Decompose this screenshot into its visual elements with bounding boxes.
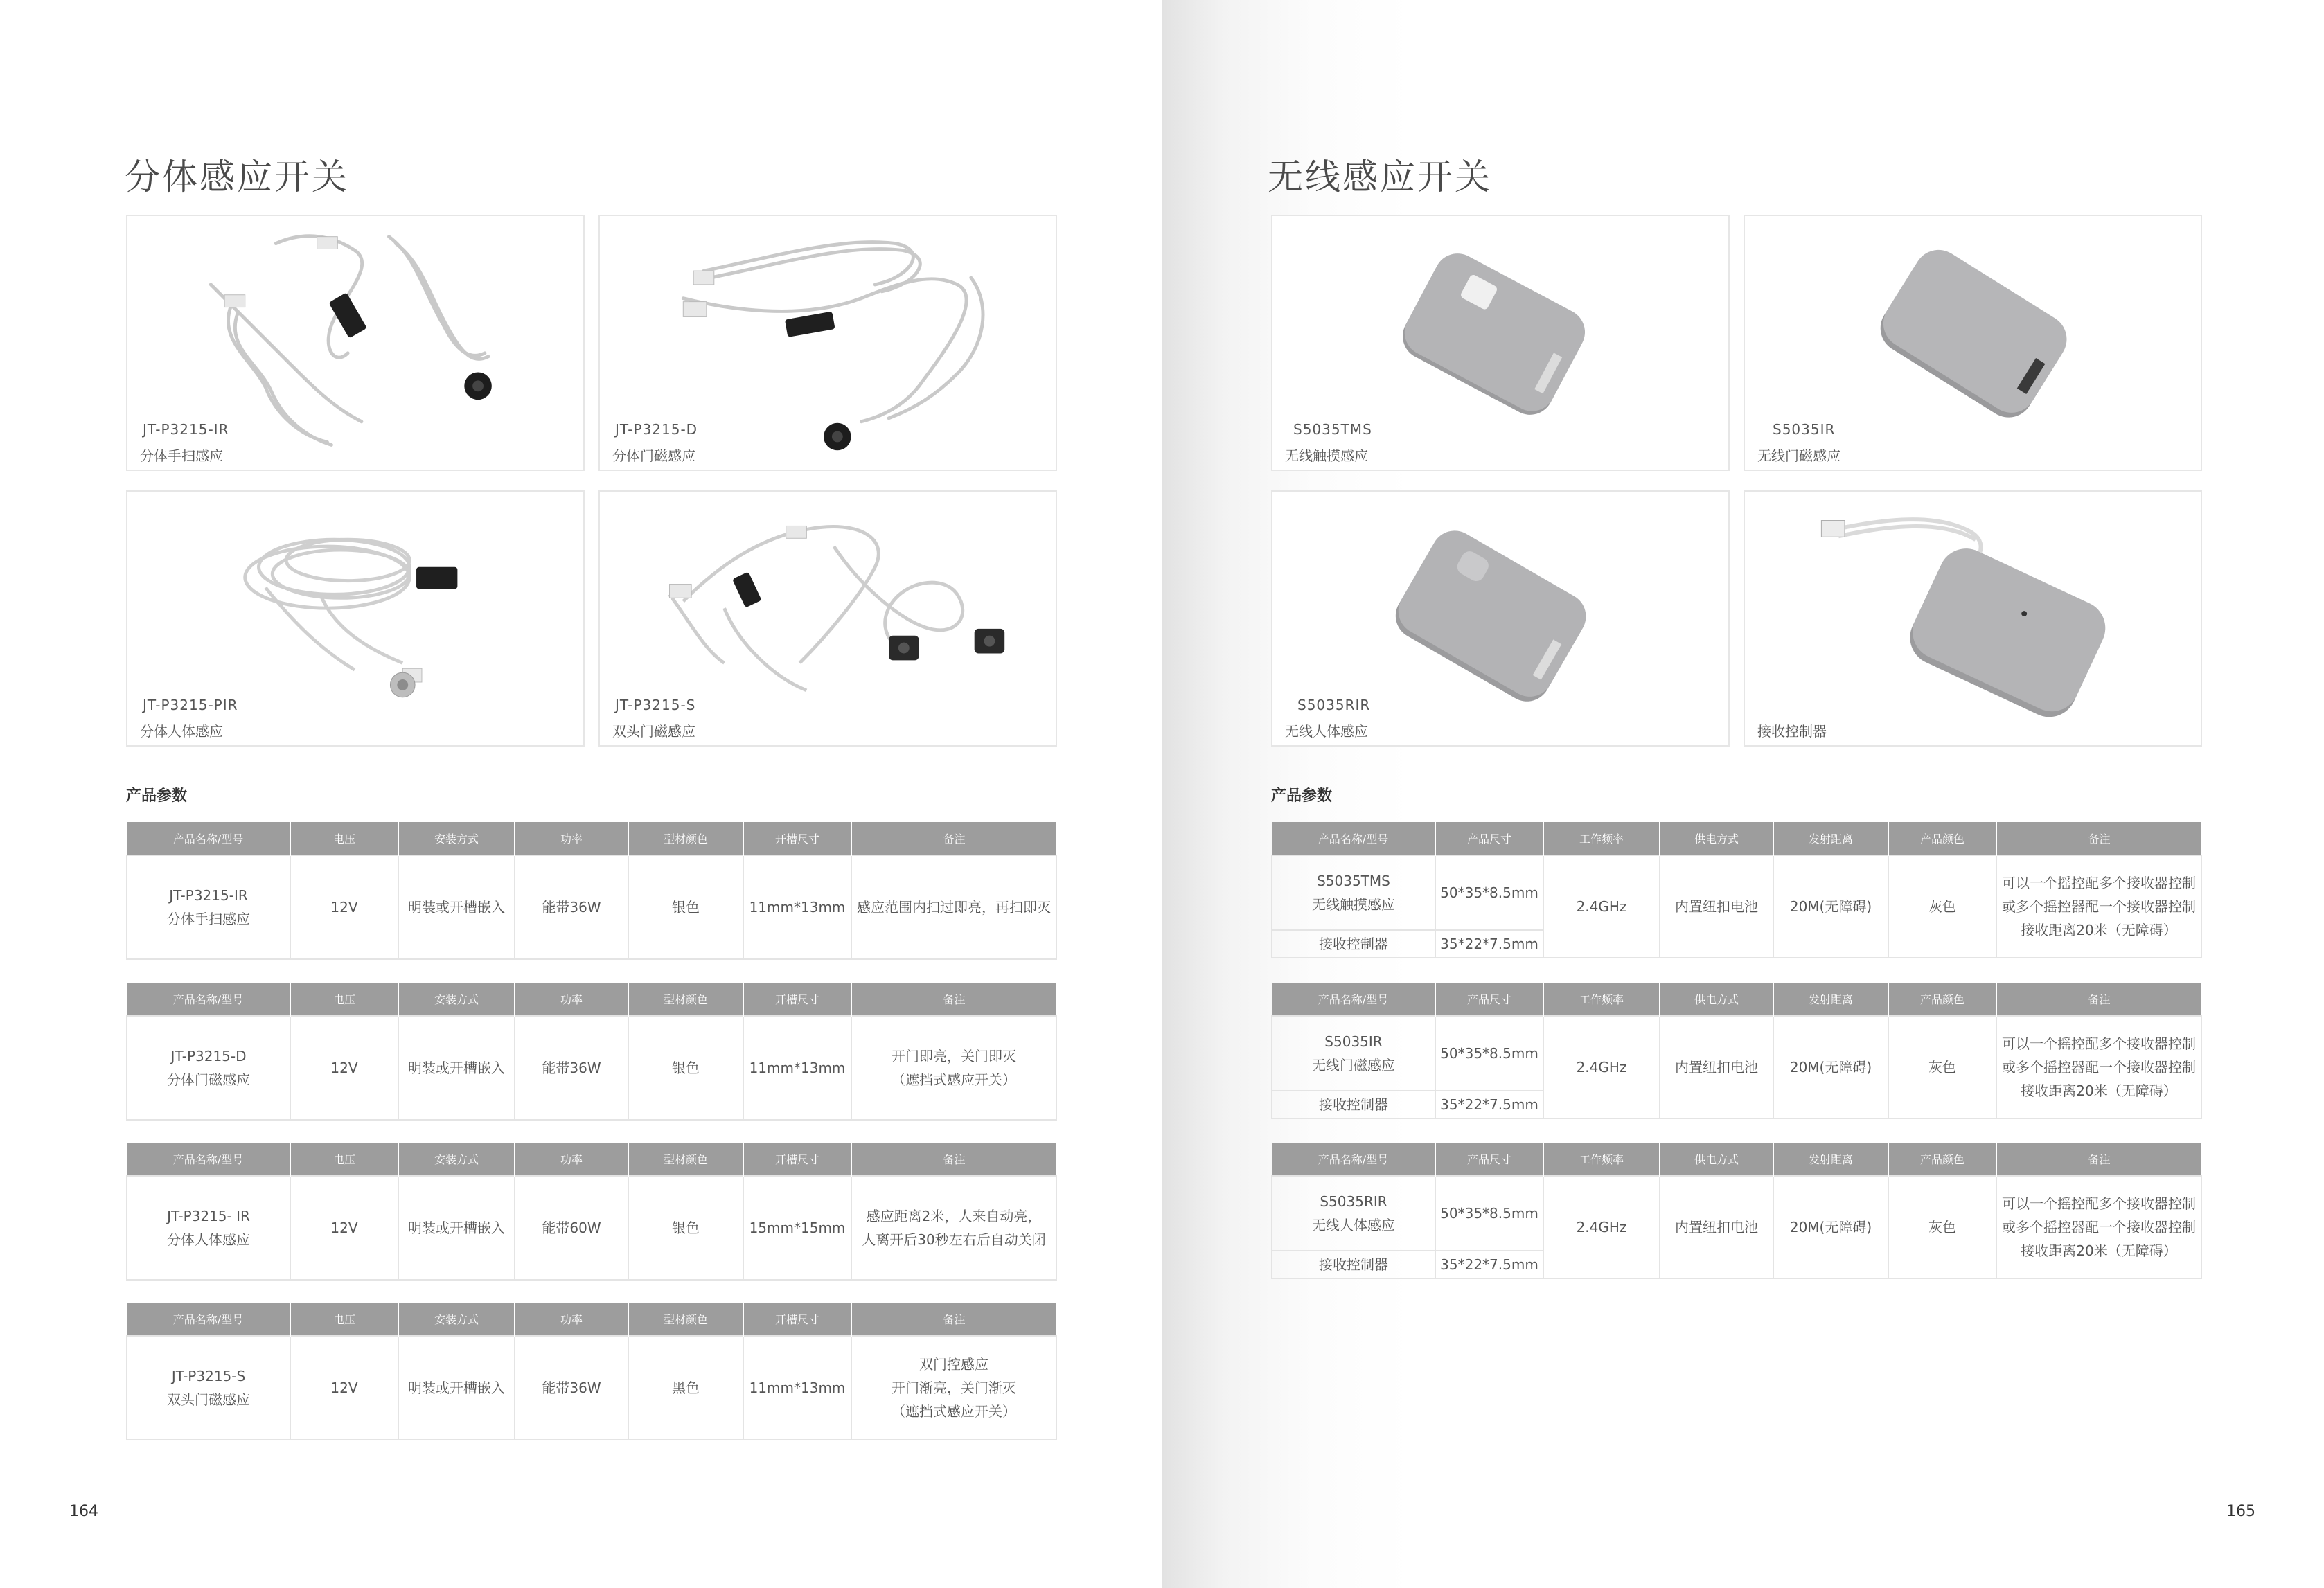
col-header: 备注 xyxy=(851,1143,1056,1176)
install-cell: 明装或开槽嵌入 xyxy=(398,855,515,959)
spec-table xyxy=(126,1303,1057,1440)
col-header: 备注 xyxy=(1996,983,2201,1016)
col-header: 产品颜色 xyxy=(1888,822,1996,855)
col-header: 产品名称/型号 xyxy=(127,1143,290,1176)
note-cell: 可以一个摇控配多个接收器控制 或多个摇控器配一个接收器控制 接收距离20米（无障碍） xyxy=(1996,1016,2201,1118)
receiver-cell: 接收控制器 xyxy=(1272,1091,1435,1118)
col-header: 产品名称/型号 xyxy=(127,983,290,1016)
power-cell: 能带36W xyxy=(515,1336,628,1440)
spec-table xyxy=(1271,1143,2202,1279)
col-header: 产品尺寸 xyxy=(1435,1143,1543,1176)
receiver-size-cell: 35*22*7.5mm xyxy=(1435,930,1543,958)
spec-table xyxy=(126,822,1057,960)
product-model: S5035TMS xyxy=(1293,421,1372,438)
product-card xyxy=(126,490,585,747)
product-model: JT-P3215-IR xyxy=(143,421,229,438)
note-cell: 感应距离2米，人来自动亮， 人离开后30秒左右后自动关闭 xyxy=(851,1176,1056,1280)
col-header: 安装方式 xyxy=(398,1303,515,1336)
table-row xyxy=(1272,855,2201,930)
receiver-cell: 接收控制器 xyxy=(1272,1251,1435,1278)
product-card xyxy=(1271,215,1730,471)
page-number: 164 xyxy=(69,1503,98,1520)
model-cell: JT-P3215-D 分体门磁感应 xyxy=(127,1016,290,1120)
spec-table xyxy=(1271,983,2202,1119)
model-cell: S5035TMS 无线触摸感应 xyxy=(1272,855,1435,930)
table-row xyxy=(127,1176,1056,1280)
section-title: 无线感应开关 xyxy=(1268,157,1493,198)
col-header: 安装方式 xyxy=(398,1143,515,1176)
col-header: 备注 xyxy=(851,822,1056,855)
power-cell: 内置纽扣电池 xyxy=(1660,1016,1773,1118)
col-header: 备注 xyxy=(851,1303,1056,1336)
table-row xyxy=(127,855,1056,959)
product-card xyxy=(126,215,585,471)
col-header: 开槽尺寸 xyxy=(743,1303,851,1336)
col-header: 产品名称/型号 xyxy=(1272,822,1435,855)
params-label: 产品参数 xyxy=(1271,787,1333,805)
product-card xyxy=(598,215,1057,471)
col-header: 产品颜色 xyxy=(1888,983,1996,1016)
table-header xyxy=(127,1143,1056,1176)
table-row xyxy=(127,1336,1056,1440)
note-cell: 可以一个摇控配多个接收器控制 或多个摇控器配一个接收器控制 接收距离20米（无障碍） xyxy=(1996,1176,2201,1278)
note-cell: 可以一个摇控配多个接收器控制 或多个摇控器配一个接收器控制 接收距离20米（无障碍） xyxy=(1996,855,2201,958)
size-cell: 50*35*8.5mm xyxy=(1435,855,1543,930)
model-cell: S5035RIR 无线人体感应 xyxy=(1272,1176,1435,1251)
power-cell: 能带36W xyxy=(515,1016,628,1120)
product-name: 分体人体感应 xyxy=(140,723,223,740)
product-model: JT-P3215-PIR xyxy=(143,697,238,713)
power-cell: 内置纽扣电池 xyxy=(1660,1176,1773,1278)
slot-cell: 15mm*15mm xyxy=(743,1176,851,1280)
receiver-size-cell: 35*22*7.5mm xyxy=(1435,1091,1543,1118)
product-card xyxy=(598,490,1057,747)
receiver-cell: 接收控制器 xyxy=(1272,930,1435,958)
col-header: 发射距离 xyxy=(1773,983,1888,1016)
col-header: 产品尺寸 xyxy=(1435,822,1543,855)
table-header xyxy=(1272,983,2201,1016)
table-header xyxy=(1272,1143,2201,1176)
spec-table xyxy=(126,1143,1057,1281)
col-header: 发射距离 xyxy=(1773,822,1888,855)
note-cell: 双门控感应 开门渐亮，关门渐灭 （遮挡式感应开关） xyxy=(851,1336,1056,1440)
freq-cell: 2.4GHz xyxy=(1543,1016,1660,1118)
col-header: 供电方式 xyxy=(1660,822,1773,855)
col-header: 型材颜色 xyxy=(628,822,743,855)
table-row xyxy=(127,1016,1056,1120)
note-cell: 感应范围内扫过即亮，再扫即灭 xyxy=(851,855,1056,959)
color-cell: 银色 xyxy=(628,1016,743,1120)
table-header xyxy=(1272,822,2201,855)
product-name: 无线触摸感应 xyxy=(1285,447,1368,464)
product-model: JT-P3215-S xyxy=(615,697,696,713)
col-header: 产品名称/型号 xyxy=(127,822,290,855)
col-header: 型材颜色 xyxy=(628,983,743,1016)
model-cell: S5035IR 无线门磁感应 xyxy=(1272,1016,1435,1091)
col-header: 电压 xyxy=(290,1143,398,1176)
power-cell: 能带60W xyxy=(515,1176,628,1280)
slot-cell: 11mm*13mm xyxy=(743,855,851,959)
table-header xyxy=(127,1303,1056,1336)
col-header: 发射距离 xyxy=(1773,1143,1888,1176)
product-name: 双头门磁感应 xyxy=(612,723,695,740)
page-number: 165 xyxy=(2226,1503,2255,1520)
table-row xyxy=(1272,1016,2201,1091)
col-header: 供电方式 xyxy=(1660,983,1773,1016)
color-cell: 灰色 xyxy=(1888,1016,1996,1118)
color-cell: 黑色 xyxy=(628,1336,743,1440)
col-header: 产品尺寸 xyxy=(1435,983,1543,1016)
color-cell: 银色 xyxy=(628,1176,743,1280)
install-cell: 明装或开槽嵌入 xyxy=(398,1176,515,1280)
table-header xyxy=(127,983,1056,1016)
col-header: 功率 xyxy=(515,983,628,1016)
product-card xyxy=(1744,490,2202,747)
range-cell: 20M(无障碍) xyxy=(1773,1016,1888,1118)
product-name: 分体手扫感应 xyxy=(140,447,223,464)
col-header: 电压 xyxy=(290,1303,398,1336)
col-header: 产品名称/型号 xyxy=(127,1303,290,1336)
col-header: 功率 xyxy=(515,1143,628,1176)
range-cell: 20M(无障碍) xyxy=(1773,1176,1888,1278)
install-cell: 明装或开槽嵌入 xyxy=(398,1016,515,1120)
col-header: 备注 xyxy=(851,983,1056,1016)
model-cell: JT-P3215-S 双头门磁感应 xyxy=(127,1336,290,1440)
freq-cell: 2.4GHz xyxy=(1543,1176,1660,1278)
col-header: 型材颜色 xyxy=(628,1303,743,1336)
col-header: 型材颜色 xyxy=(628,1143,743,1176)
col-header: 安装方式 xyxy=(398,983,515,1016)
col-header: 产品名称/型号 xyxy=(1272,983,1435,1016)
slot-cell: 11mm*13mm xyxy=(743,1336,851,1440)
col-header: 功率 xyxy=(515,822,628,855)
voltage-cell: 12V xyxy=(290,1336,398,1440)
size-cell: 50*35*8.5mm xyxy=(1435,1016,1543,1091)
freq-cell: 2.4GHz xyxy=(1543,855,1660,958)
col-header: 开槽尺寸 xyxy=(743,1143,851,1176)
product-model: S5035IR xyxy=(1773,421,1836,438)
col-header: 供电方式 xyxy=(1660,1143,1773,1176)
power-cell: 能带36W xyxy=(515,855,628,959)
range-cell: 20M(无障碍) xyxy=(1773,855,1888,958)
power-cell: 内置纽扣电池 xyxy=(1660,855,1773,958)
table-header xyxy=(127,822,1056,855)
col-header: 工作频率 xyxy=(1543,983,1660,1016)
model-cell: JT-P3215-IR 分体手扫感应 xyxy=(127,855,290,959)
size-cell: 50*35*8.5mm xyxy=(1435,1176,1543,1251)
col-header: 工作频率 xyxy=(1543,1143,1660,1176)
col-header: 安装方式 xyxy=(398,822,515,855)
product-name: 接收控制器 xyxy=(1757,723,1827,740)
right-page xyxy=(1162,0,2324,1588)
product-card xyxy=(1271,490,1730,747)
col-header: 工作频率 xyxy=(1543,822,1660,855)
product-model: S5035RIR xyxy=(1297,697,1371,713)
col-header: 电压 xyxy=(290,822,398,855)
color-cell: 灰色 xyxy=(1888,1176,1996,1278)
note-cell: 开门即亮，关门即灭 （遮挡式感应开关） xyxy=(851,1016,1056,1120)
col-header: 产品名称/型号 xyxy=(1272,1143,1435,1176)
product-name: 无线门磁感应 xyxy=(1757,447,1840,464)
product-model: JT-P3215-D xyxy=(615,421,698,438)
spec-table xyxy=(126,983,1057,1121)
voltage-cell: 12V xyxy=(290,1176,398,1280)
color-cell: 灰色 xyxy=(1888,855,1996,958)
product-name: 分体门磁感应 xyxy=(612,447,695,464)
col-header: 备注 xyxy=(1996,1143,2201,1176)
slot-cell: 11mm*13mm xyxy=(743,1016,851,1120)
product-image xyxy=(1745,492,2201,745)
col-header: 产品颜色 xyxy=(1888,1143,1996,1176)
color-cell: 银色 xyxy=(628,855,743,959)
col-header: 备注 xyxy=(1996,822,2201,855)
install-cell: 明装或开槽嵌入 xyxy=(398,1336,515,1440)
voltage-cell: 12V xyxy=(290,855,398,959)
col-header: 功率 xyxy=(515,1303,628,1336)
col-header: 开槽尺寸 xyxy=(743,822,851,855)
params-label: 产品参数 xyxy=(126,787,188,805)
voltage-cell: 12V xyxy=(290,1016,398,1120)
model-cell: JT-P3215- IR 分体人体感应 xyxy=(127,1176,290,1280)
col-header: 电压 xyxy=(290,983,398,1016)
col-header: 开槽尺寸 xyxy=(743,983,851,1016)
product-name: 无线人体感应 xyxy=(1285,723,1368,740)
receiver-size-cell: 35*22*7.5mm xyxy=(1435,1251,1543,1278)
spec-table xyxy=(1271,822,2202,958)
table-row xyxy=(1272,1176,2201,1251)
section-title: 分体感应开关 xyxy=(125,157,350,198)
product-card xyxy=(1744,215,2202,471)
